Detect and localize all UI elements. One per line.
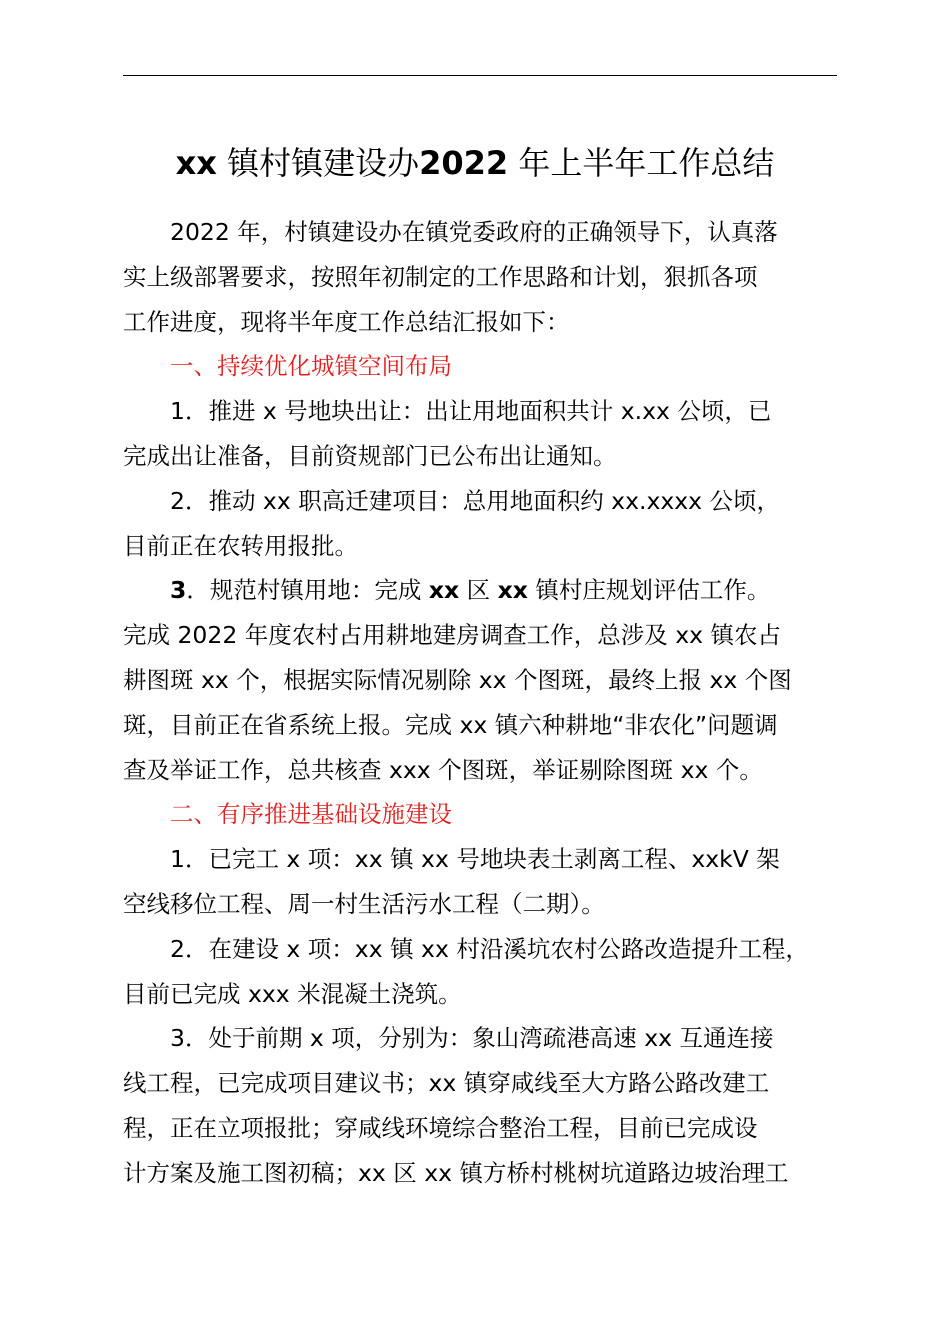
s1-item1-line-1: 1．推进 x 号地块出让：出让用地面积共计 x.xx 公顷，已 bbox=[170, 397, 772, 426]
s2-item2-line-2: 目前已完成 xxx 米混凝土浇筑。 bbox=[123, 979, 462, 1008]
s1-item3-line-2: 完成 2022 年度农村占用耕地建房调查工作，总涉及 xx 镇农占 bbox=[123, 621, 781, 650]
s1-item3-line-4: 斑，目前正在省系统上报。完成 xx 镇六种耕地“非农化”问题调 bbox=[123, 710, 778, 739]
s2-item1-line-2: 空线移位工程、周一村生活污水工程（二期）。 bbox=[123, 889, 605, 918]
title-suffix: 年上半年工作总结 bbox=[518, 144, 775, 182]
section-1-item-2 bbox=[123, 479, 839, 569]
s1-item2-line-1: 2．推动 xx 职高迁建项目：总用地面积约 xx.xxxx 公顷， bbox=[170, 486, 781, 515]
title-prefix: xx bbox=[175, 144, 217, 182]
s2-item3-line-4: 计方案及施工图初稿；xx 区 xx 镇方桥村桃树坑道路边坡治理工 bbox=[123, 1158, 789, 1187]
intro-line-2: 实上级部署要求，按照年初制定的工作思路和计划，狠抓各项 bbox=[123, 262, 758, 291]
s1-item3-part3: 镇村庄规划评估工作。 bbox=[527, 576, 771, 605]
s1-item3-line-5: 查及举证工作，总共核查 xxx 个图斑，举证剔除图斑 xx 个。 bbox=[123, 755, 763, 784]
section-2-item-3 bbox=[123, 1016, 839, 1195]
s1-item3-part1: ．规范村镇用地：完成 bbox=[186, 576, 429, 605]
section-1-heading: 一、持续优化城镇空间布局 bbox=[170, 352, 452, 381]
intro-paragraph bbox=[123, 210, 839, 344]
s2-item3-line-1: 3．处于前期 x 项，分别为：象山湾疏港高速 xx 互通连接 bbox=[170, 1024, 774, 1053]
intro-line-1: 2022 年，村镇建设办在镇党委政府的正确领导下，认真落 bbox=[170, 218, 778, 246]
title-year: 2022 bbox=[419, 144, 509, 182]
s1-item3-bold2: xx bbox=[497, 576, 528, 605]
section-2-heading: 二、有序推进基础设施建设 bbox=[170, 800, 452, 829]
document-title bbox=[0, 141, 950, 185]
document-body bbox=[123, 210, 839, 1196]
section-1-item-3 bbox=[123, 568, 839, 792]
s2-item3-line-3: 程，正在立项报批；穿咸线环境综合整治工程，目前已完成设 bbox=[123, 1113, 758, 1142]
section-2-item-2 bbox=[123, 927, 839, 1017]
s1-item3-part2: 区 bbox=[459, 576, 498, 605]
s1-item3-line-3: 耕图斑 xx 个，根据实际情况剔除 xx 个图斑，最终上报 xx 个图 bbox=[123, 665, 792, 694]
section-2-item-1 bbox=[123, 837, 839, 927]
s1-item3-line-1 bbox=[123, 568, 839, 613]
s1-item3-bold1: xx bbox=[428, 576, 460, 605]
intro-line-3: 工作进度，现将半年度工作总结汇报如下： bbox=[123, 307, 570, 336]
s1-item2-line-2: 目前正在农转用报批。 bbox=[123, 531, 358, 560]
s1-item1-line-2: 完成出让准备，目前资规部门已公布出让通知。 bbox=[123, 441, 617, 470]
title-middle: 镇村镇建设办 bbox=[227, 144, 420, 182]
s2-item2-line-1: 2．在建设 x 项：xx 镇 xx 村沿溪坑农村公路改造提升工程， bbox=[170, 934, 809, 963]
section-1-item-1 bbox=[123, 389, 839, 479]
top-rule bbox=[123, 75, 837, 76]
s2-item1-line-1: 1．已完工 x 项：xx 镇 xx 号地块表土剥离工程、xxkV 架 bbox=[170, 845, 780, 874]
s1-item3-number: 3 bbox=[170, 576, 187, 605]
s2-item3-line-2: 线工程，已完成项目建议书；xx 镇穿咸线至大方路公路改建工 bbox=[123, 1069, 770, 1098]
